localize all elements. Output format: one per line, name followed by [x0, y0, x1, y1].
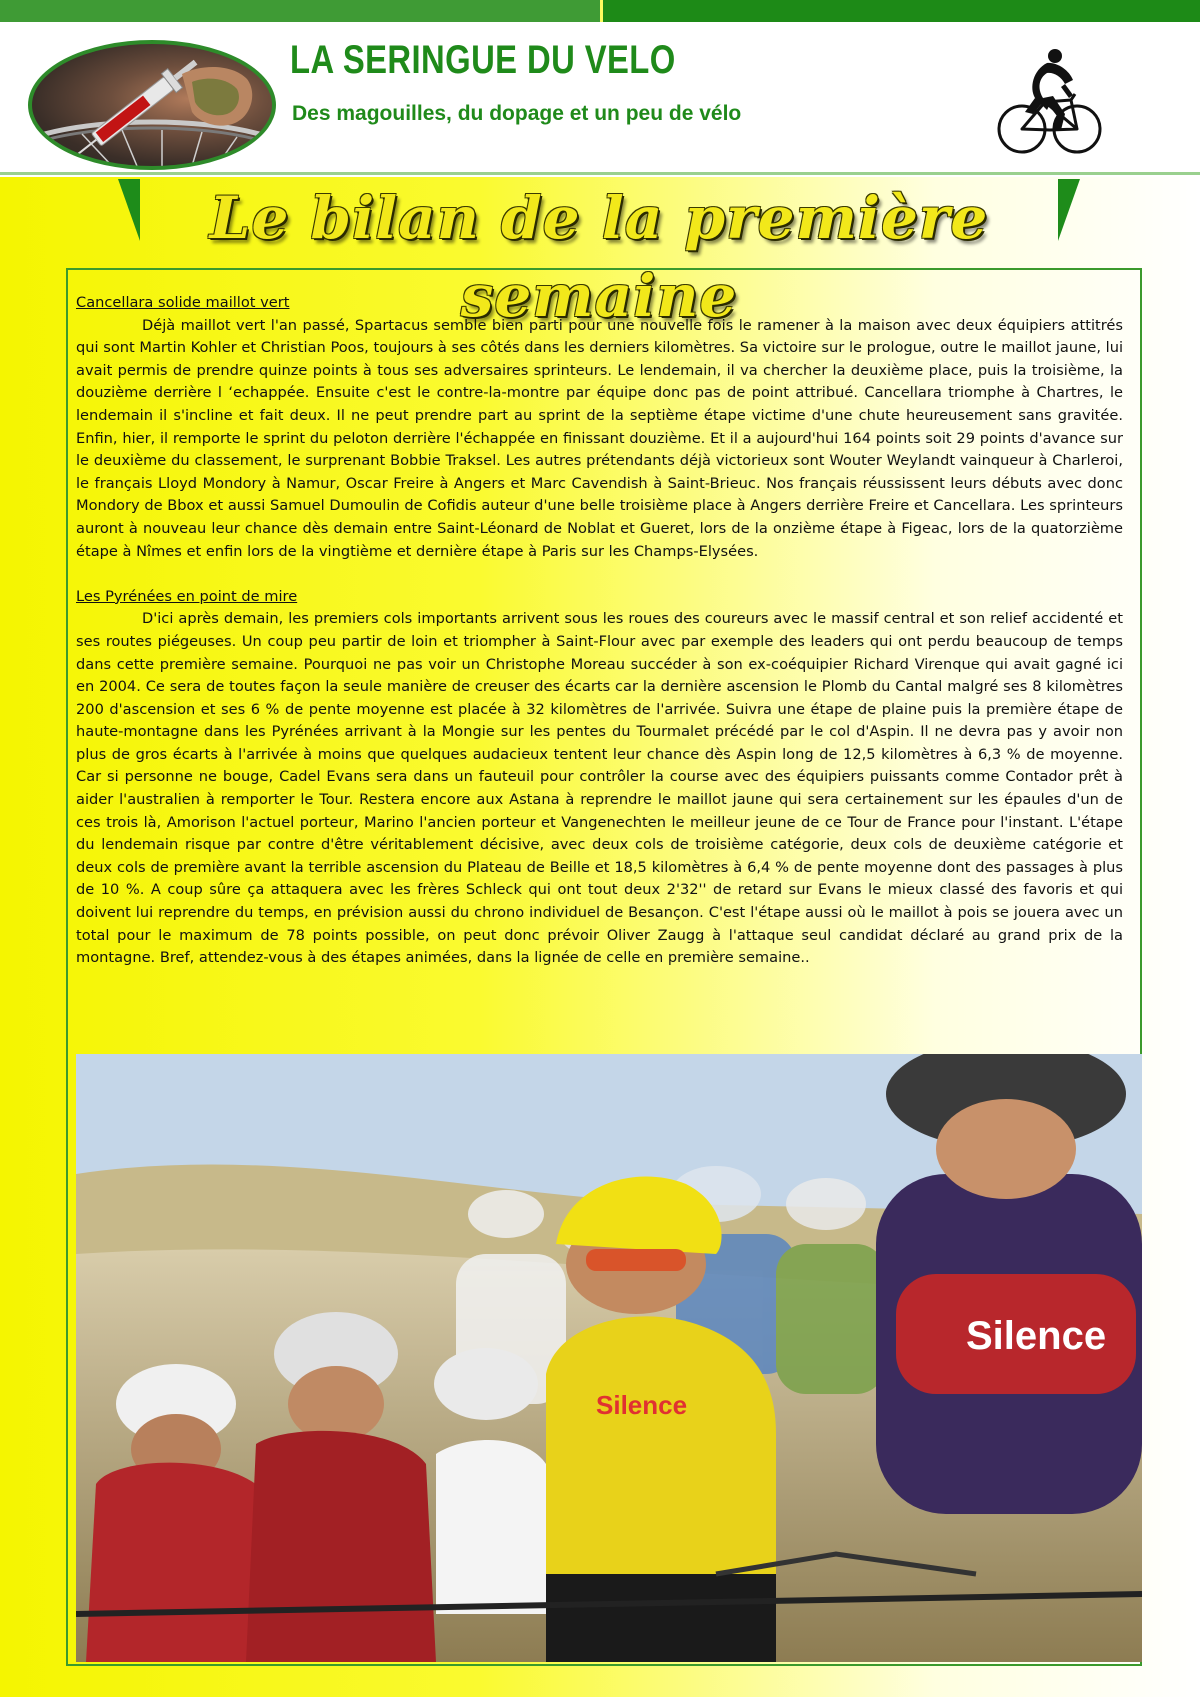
section-text-pyrenees: D'ici après demain, les premiers cols importants arrivent sous les roues des coureurs avec le massif central et son relief accidenté et ses routes piégeuses. Un coup peu partir de loin et triompher à Saint-Flour avec par exemple des leaders qui ont perdu beaucoup de temps dans cette première semaine. Pourquoi ne pas voir un Christophe Moreau succéder à son ex-coéquipier Richard Virenque qui avait gagné ici en 2004. Ce sera de toutes façon la seule manière de creuser des écarts car la dernière ascension le Plomb du Cantal malgré ses 8 kilomètres 200 d'ascension et ses 6 % de pente moyenne est placée à 32 kilomètres de l'arrivée. Suivra une étape de plaine puis la première étape de haute-montagne dans les Pyrénées arrivant à la Mongie sur les pentes du Tourmalet précédé par le col d'Aspin. Il ne devra pas y avoir non plus de gros écarts à l'arrivée à moins que quelques audacieux tentent leur chance dès Aspin long de 12,5 kilomètres à 6,3 % de moyenne. Car si personne ne bouge, Cadel Evans sera dans un fauteuil pour contrôler la course avec des équipiers puissants comme Contador prêt à aider l'australien à remporter le Tour. Restera encore aux Astana à reprendre le maillot jaune qui sera certainement sur les épaules d'un de ces trois là, Amorison l'actuel porteur, Marino l'ancien porteur et Vangenechten le meilleur jeune de ce Tour de France pour l'instant. L'étape du lendemain risque par contre d'être véritablement décisive, avec deux cols de troisième catégorie, deux cols de deuxième catégorie et deux cols de première avant la terrible ascension du Plateau de Beille et 18,5 kilomètres à 6,4 % de pente moyenne dont des passages à plus de 10 %. A coup sûre ça attaquera avec les frères Schleck qui ont tout deux 2'32'' de retard sur Evans le mieux classé des favoris et qui doivent lui reprendre du temps, en prévision aussi du chrono individuel de Besançon. C'est l'étape aussi où le maillot à pois se jouera avec un total pour le maximum de 78 points possible, on peut donc prévoir Oliver Zaugg à l'attaque seul candidat déclaré au grand prix de la montagne. Bref, attendez-vous à des étapes animées, dans la lignée de celle en première semaine.. [76, 610, 1123, 967]
svg-text:Silence: Silence [596, 1390, 688, 1420]
site-title: LA SERINGUE DU VELO [290, 38, 676, 82]
section-spacer [76, 563, 1123, 586]
svg-text:Silence: Silence [966, 1314, 1107, 1358]
section-title-green-jersey: Cancellara solide maillot vert [76, 294, 290, 311]
top-bar-left [0, 0, 600, 22]
article-body [76, 292, 1123, 970]
cyclist-icon [995, 40, 1105, 160]
syringe-wheel-logo-icon [28, 40, 276, 170]
section-text-green-jersey: Déjà maillot vert l'an passé, Spartacus semble bien parti pour une nouvelle fois le ramener à la maison avec deux équipiers attitrés qui sont Martin Kohler et Christian Poos, toujours à ses côtés dans les derniers kilomètres. Sa victoire sur le prologue, outre le maillot jaune, lui avait permis de prendre quinze points à tous ses adversaires sprinteurs. Le lendemain, il va chercher la deuxième place, puis la troisième, la douzième derrière l ‘echappée. Ensuite c'est le contre-la-montre par équipe donc pas de point attribué. Cancellara triomphe à Chartres, le lendemain il s'incline et fait deux. Il ne peut prendre part au sprint de la septième étape victime d'une chute heureusement sans gravitée. Enfin, hier, il remporte le sprint du peloton derrière l'échappée en finissant douzième. Et il a aujourd'hui 164 points soit 29 points d'avance sur le deuxième du classement, le surprenant Bobbie Traksel. Les autres prétendants déjà victorieux sont Wouter Weylandt vainqueur à Charleroi, le français Lloyd Mondory à Namur, Oscar Freire à Angers et Marc Cavendish à Saint-Brieuc. Nos français réussissent leurs débuts avec donc Mondory de Bbox et aussi Samuel Dumoulin de Cofidis auteur d'une belle troisième place à Angers derrière Freire et Cancellara. Les sprinteurs auront à nouveau leur chance dès demain entre Saint-Léonard de Noblat et Gueret, lors de la onzième étape à Figeac, lors de la quatorzième étape à Nîmes et enfin lors de la vingtième et dernière étape à Paris sur les Champs-Elysées. [76, 316, 1123, 560]
peloton-photo [76, 1054, 1142, 1662]
top-color-bar [0, 0, 1200, 22]
top-bar-right [603, 0, 1200, 22]
header-divider [0, 172, 1200, 175]
site-subtitle: Des magouilles, du dopage et un peu de vélo [292, 102, 742, 125]
section-title-pyrenees: Les Pyrénées en point de mire [76, 587, 298, 605]
banner-title: Le bilan de la première semaine [209, 184, 989, 330]
